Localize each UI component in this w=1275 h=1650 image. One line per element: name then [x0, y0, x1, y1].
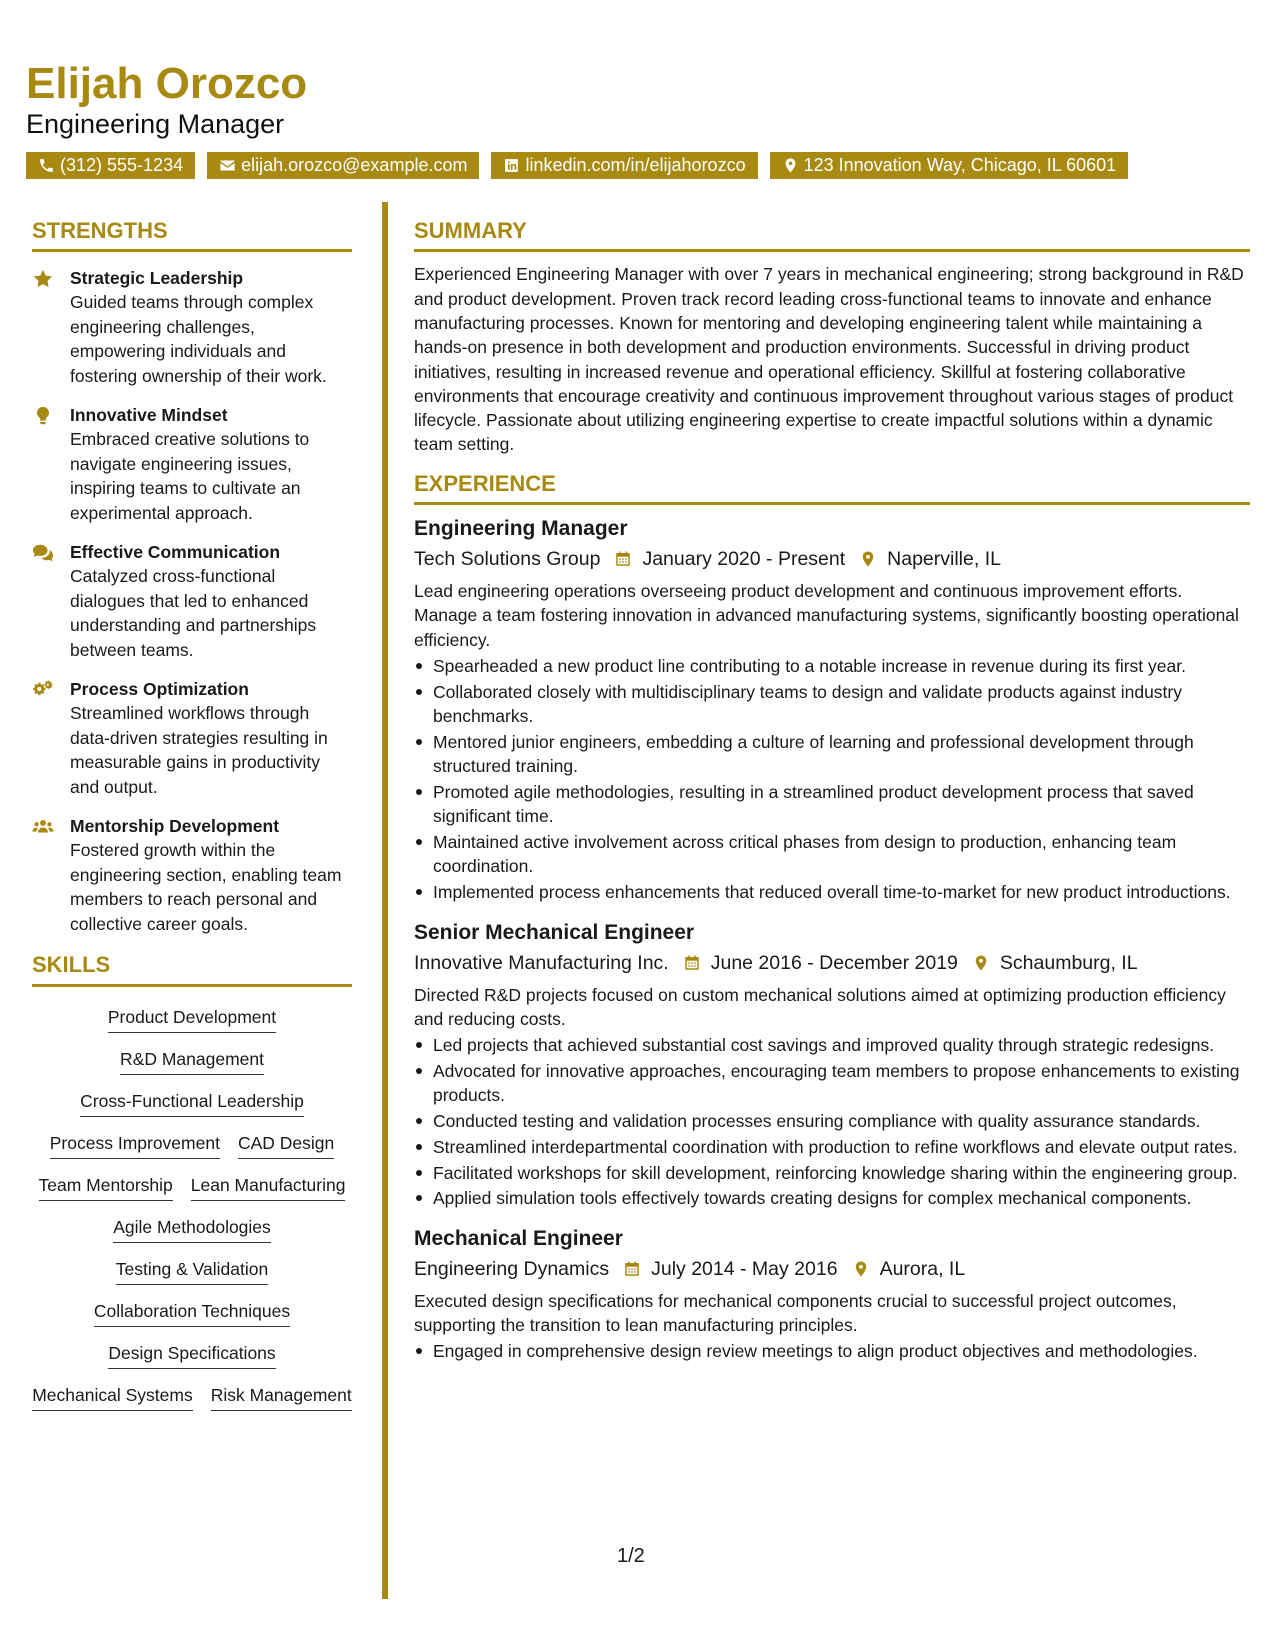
- skill-tag: Risk Management: [211, 1383, 352, 1411]
- skills-heading: SKILLS: [32, 952, 352, 986]
- right-column: [414, 218, 1250, 1365]
- job-location: Aurora, IL: [879, 1257, 966, 1280]
- linkedin-text: linkedin.com/in/elijahorozco: [525, 155, 746, 175]
- summary-text: Experienced Engineering Manager with over 7 years in mechanical engineering; strong background in R&D and product development. Proven track record leading cross-functional teams to innovate and enhance manufacturing processes. Known for mentoring and developing engineering talent while maintaining a hands-on presence in both development and production environments. Successful in driving product initiatives, resulting in increased revenue and operational efficiency. Skillful at fostering collaborative environments that encourage creativity and continuous improvement throughout various stages of product lifecycle. Passionate about utilizing engineering expertise to create impactful solutions within a dynamic team setting.: [414, 264, 1244, 455]
- skill-tag: Collaboration Techniques: [94, 1299, 290, 1327]
- job-entry: [414, 515, 1250, 904]
- map-marker-icon: [782, 157, 799, 174]
- job-description: Directed R&D projects focused on custom mechanical solutions aimed at optimizing production efficiency and reducing costs.: [414, 984, 1226, 1029]
- job-title: Engineering Manager: [26, 109, 285, 139]
- contact-bar: [26, 152, 1128, 179]
- page-number: 1/2: [617, 1545, 645, 1567]
- skill-tag: Cross-Functional Leadership: [80, 1089, 304, 1117]
- left-column: [32, 218, 352, 1411]
- skill-tag: Testing & Validation: [116, 1257, 268, 1285]
- skill-tag: Agile Methodologies: [113, 1215, 271, 1243]
- map-marker-icon: [859, 550, 877, 568]
- strength-title: Effective Communication: [70, 542, 281, 563]
- skills-list: [32, 1005, 352, 1411]
- strength-item: [32, 677, 352, 799]
- skill-tag: R&D Management: [120, 1047, 264, 1075]
- strength-item: [32, 814, 352, 936]
- strength-desc: Fostered growth within the engineering section, enabling team members to reach personal and collective career goals.: [70, 840, 342, 934]
- list-item: Led projects that achieved substantial cost savings and improved quality through strategic redesigns.: [414, 1033, 1250, 1057]
- phone-text: (312) 555-1234: [60, 155, 184, 175]
- experience-heading: EXPERIENCE: [414, 471, 1250, 505]
- job-description: Lead engineering operations overseeing product development and continuous improvement efforts. Manage a team fostering innovation in advanced manufacturing systems, significantly boosting operational efficiency.: [414, 581, 1239, 650]
- comments-icon: [32, 542, 54, 564]
- job-bullets: [414, 1033, 1250, 1211]
- phone-icon: [38, 157, 55, 174]
- list-item: Engaged in comprehensive design review meetings to align product objectives and methodologies.: [414, 1339, 1250, 1363]
- star-icon: [32, 268, 54, 290]
- job-meta: [414, 949, 1250, 977]
- skill-tag: Lean Manufacturing: [191, 1173, 346, 1201]
- email-text: elijah.orozco@example.com: [241, 155, 468, 175]
- strength-item: [32, 540, 352, 662]
- strength-title: Process Optimization: [70, 679, 249, 700]
- column-divider: [382, 202, 388, 1599]
- job-dates: June 2016 - December 2019: [710, 951, 958, 974]
- job-position: Mechanical Engineer: [414, 1226, 623, 1250]
- list-item: Advocated for innovative approaches, encouraging team members to propose enhancements to existing products.: [414, 1059, 1250, 1108]
- skill-tag: Mechanical Systems: [32, 1383, 192, 1411]
- list-item: Collaborated closely with multidisciplinary teams to design and validate products against industry benchmarks.: [414, 680, 1250, 729]
- strength-title: Mentorship Development: [70, 816, 280, 837]
- job-company: Engineering Dynamics: [414, 1257, 610, 1280]
- strength-desc: Embraced creative solutions to navigate engineering issues, inspiring teams to cultivate an experimental approach.: [70, 429, 310, 523]
- skill-tag: Process Improvement: [50, 1131, 220, 1159]
- strengths-list: [32, 266, 352, 936]
- list-item: Implemented process enhancements that reduced overall time-to-market for new product introductions.: [414, 880, 1250, 904]
- job-position: Senior Mechanical Engineer: [414, 920, 695, 944]
- calendar-icon: [614, 550, 632, 568]
- list-item: Applied simulation tools effectively towards creating designs for complex mechanical components.: [414, 1186, 1250, 1210]
- job-bullets: [414, 654, 1250, 904]
- email-chip[interactable]: [207, 152, 479, 179]
- candidate-name: Elijah Orozco: [26, 59, 308, 108]
- lightbulb-icon: [32, 405, 54, 427]
- job-location: Naperville, IL: [887, 548, 1001, 571]
- phone-chip[interactable]: [26, 152, 195, 179]
- skill-tag: CAD Design: [238, 1131, 334, 1159]
- map-marker-icon: [972, 954, 990, 972]
- strength-item: [32, 403, 352, 525]
- list-item: Conducted testing and validation processes ensuring compliance with quality assurance standards.: [414, 1109, 1250, 1133]
- strength-item: [32, 266, 352, 388]
- job-meta: [414, 1255, 1250, 1283]
- job-description: Executed design specifications for mechanical components crucial to successful project outcomes, supporting the transition to lean manufacturing principles.: [414, 1290, 1177, 1335]
- job-dates: January 2020 - Present: [642, 548, 846, 571]
- strengths-heading: STRENGTHS: [32, 218, 352, 252]
- list-item: Spearheaded a new product line contributing to a notable increase in revenue during its first year.: [414, 654, 1250, 678]
- strength-desc: Catalyzed cross-functional dialogues that led to enhanced understanding and partnerships between teams.: [70, 566, 317, 660]
- summary-heading: SUMMARY: [414, 218, 1250, 252]
- skill-tag: Product Development: [108, 1005, 276, 1033]
- strength-desc: Guided teams through complex engineering challenges, empowering individuals and fostering ownership of their work.: [70, 292, 327, 386]
- address-chip[interactable]: [770, 152, 1129, 179]
- skill-tag: Design Specifications: [108, 1341, 275, 1369]
- address-text: 123 Innovation Way, Chicago, IL 60601: [803, 155, 1117, 175]
- job-entry: [414, 1225, 1250, 1364]
- users-icon: [32, 816, 54, 838]
- map-marker-icon: [852, 1260, 870, 1278]
- job-location: Schaumburg, IL: [999, 951, 1138, 974]
- linkedin-chip[interactable]: [491, 152, 757, 179]
- list-item: Streamlined interdepartmental coordination with production to refine workflows and elevate output rates.: [414, 1135, 1250, 1159]
- list-item: Promoted agile methodologies, resulting in a streamlined product development process that saved significant time.: [414, 780, 1250, 829]
- job-position: Engineering Manager: [414, 517, 628, 541]
- job-entry: [414, 919, 1250, 1211]
- calendar-icon: [683, 954, 701, 972]
- envelope-icon: [219, 157, 236, 174]
- gears-icon: [32, 679, 54, 701]
- job-bullets: [414, 1339, 1250, 1363]
- calendar-icon: [623, 1260, 641, 1278]
- strength-title: Innovative Mindset: [70, 405, 228, 426]
- job-meta: [414, 545, 1250, 573]
- linkedin-icon: [503, 157, 520, 174]
- list-item: Maintained active involvement across critical phases from design to production, enhancing team coordination.: [414, 830, 1250, 879]
- experience-list: [414, 515, 1250, 1363]
- job-company: Tech Solutions Group: [414, 548, 601, 571]
- job-dates: July 2014 - May 2016: [651, 1257, 838, 1280]
- strength-title: Strategic Leadership: [70, 268, 244, 289]
- strength-desc: Streamlined workflows through data-driven strategies resulting in measurable gains in productivity and output.: [70, 703, 328, 797]
- list-item: Mentored junior engineers, embedding a culture of learning and professional development through structured training.: [414, 730, 1250, 779]
- list-item: Facilitated workshops for skill development, reinforcing knowledge sharing within the engineering group.: [414, 1161, 1250, 1185]
- job-company: Innovative Manufacturing Inc.: [414, 951, 669, 974]
- skill-tag: Team Mentorship: [39, 1173, 173, 1201]
